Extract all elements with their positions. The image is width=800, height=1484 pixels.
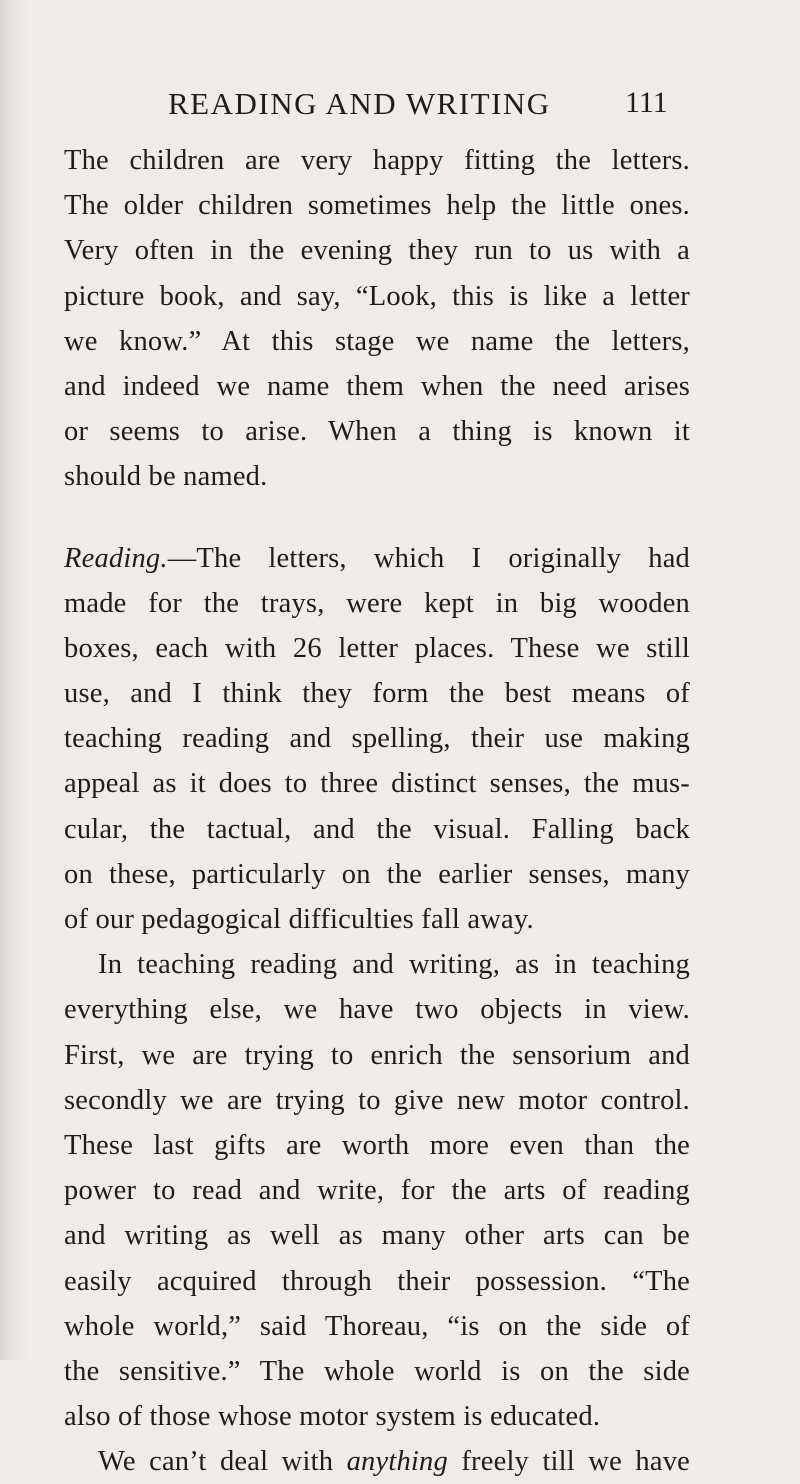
page-number: 111: [625, 86, 668, 119]
text-line: everything else, we have two objects in view.: [64, 994, 690, 1026]
text-line: The older children sometimes help the little ones.: [64, 190, 690, 222]
text-line: also of those whose motor system is educated.: [64, 1401, 601, 1433]
paragraph-4: [64, 1439, 690, 1484]
text-line-rest: —The letters, which I originally had: [167, 542, 690, 574]
text-line: In teaching reading and writing, as in teaching: [98, 949, 690, 981]
text-line: cular, the tactual, and the visual. Falling back: [64, 813, 690, 845]
text-line: easily acquired through their possession. “The: [64, 1265, 690, 1297]
paragraph-2: [64, 536, 690, 943]
text-line: picture book, and say, “Look, this is like a letter: [64, 280, 690, 312]
text-line: the sensitive.” The whole world is on the side: [64, 1355, 690, 1387]
text-line: boxes, each with 26 letter places. These we still: [64, 632, 690, 664]
text-line: teaching reading and spelling, their use making: [64, 723, 690, 755]
text-line: [64, 536, 690, 581]
text-line: on these, particularly on the earlier senses, many: [64, 858, 690, 890]
text-line: and indeed we name them when the need arises: [64, 370, 690, 402]
text-line: we know.” At this stage we name the letters,: [64, 325, 690, 357]
page-header: [0, 82, 800, 132]
text-line: Very often in the evening they run to us with a: [64, 235, 690, 267]
text-line: These last gifts are worth more even than the: [64, 1129, 690, 1161]
text-line: or seems to arise. When a thing is known it: [64, 416, 690, 448]
text-line: power to read and write, for the arts of reading: [64, 1175, 690, 1207]
text-line: made for the trays, were kept in big wooden: [64, 587, 690, 619]
text-line: appeal as it does to three distinct senses, the mus-: [64, 768, 690, 800]
text-line: First, we are trying to enrich the sensorium and: [64, 1039, 690, 1071]
paragraph-gap: [64, 500, 690, 536]
text-line: whole world,” said Thoreau, “is on the side of: [64, 1310, 690, 1342]
paragraph-3: [64, 942, 690, 1439]
text-line: The children are very happy fitting the letters.: [64, 145, 690, 176]
text-line: secondly we are trying to give new motor control.: [64, 1084, 690, 1116]
text-part: freely till we have: [461, 1446, 691, 1478]
text-line: [64, 1439, 690, 1484]
text-line: of our pedagogical difficulties fall away.: [64, 904, 534, 935]
text-part: We can’t deal with: [98, 1446, 334, 1478]
binding-shadow: [0, 0, 30, 1360]
body-text: [64, 138, 690, 1484]
text-line: should be named.: [64, 461, 268, 493]
text-line: use, and I think they form the best means of: [64, 678, 690, 710]
section-heading-reading: Reading.: [64, 542, 168, 574]
emphasis-anything: anything: [346, 1446, 448, 1478]
running-title: READING AND WRITING: [168, 86, 551, 121]
text-line: and writing as well as many other arts can be: [64, 1220, 690, 1252]
paragraph-1: [64, 138, 690, 500]
